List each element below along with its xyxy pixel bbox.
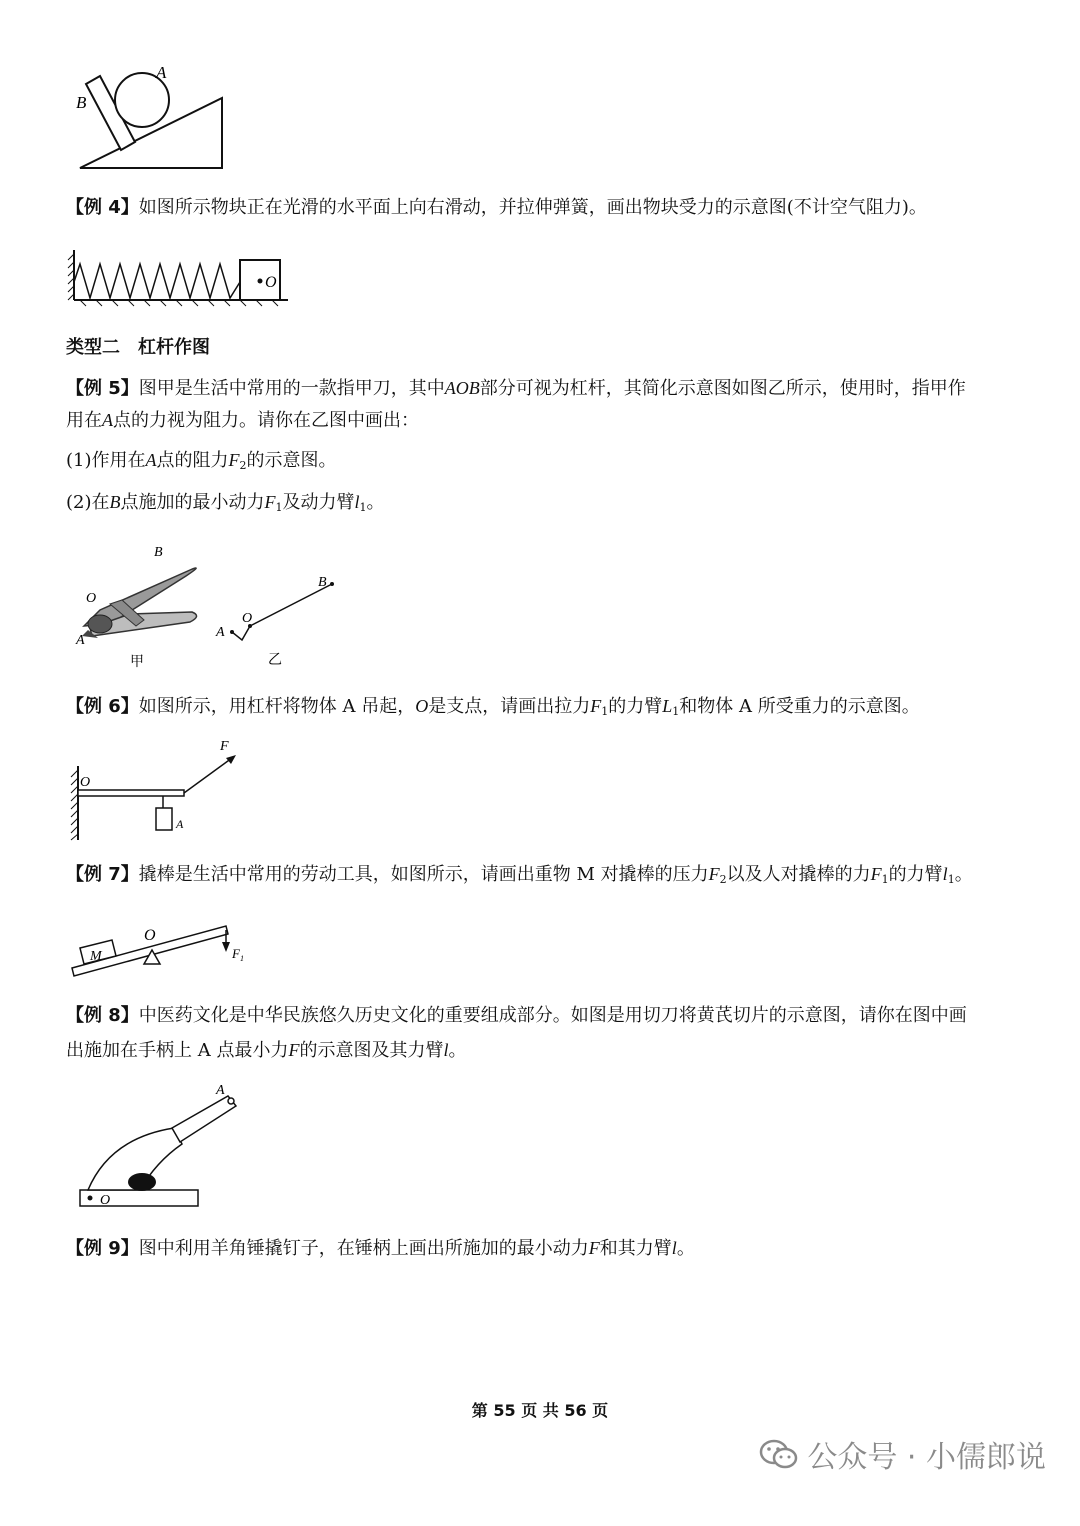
example-4-text: 如图所示物块正在光滑的水平面上向右滑动，并拉伸弹簧，画出物块受力的示意图(不计空气阻力)。 [138,197,927,218]
example-7-label: 例 7 [84,864,121,885]
figure-cutting-knife [70,1082,250,1212]
label-M: M [90,949,102,964]
figure-nail-clipper [70,540,370,670]
figure-ball-incline [70,60,240,180]
example-5-label: 例 5 [84,378,121,399]
clipper-photo [82,568,197,638]
wechat-icon [759,1438,799,1470]
example-8-label: 例 8 [84,1005,121,1026]
figure-spring-block [66,248,296,308]
figure-crowbar [66,912,266,982]
example-4-label: 例 4 [84,197,121,218]
example-5-question-1: (1)作用在A点的阻力$F_2$的示意图。 [66,450,337,472]
label-B: B [76,93,87,112]
label-O: O [100,1193,111,1208]
example-6: 【例 6】如图所示，用杠杆将物体 A 吊起，O是支点，请画出拉力$F_1$的力臂$L_1$和物体 A 所受重力的示意图。 [66,696,920,718]
label-O-photo: O [86,591,97,606]
knife-handle [172,1096,236,1142]
example-4: 【例 4】如图所示物块正在光滑的水平面上向右滑动，并拉伸弹簧，画出物块受力的示意图(不计空气阻力)。 [66,197,927,218]
label-O: O [265,274,277,291]
example-9-label: 例 9 [84,1238,121,1259]
example-8-line-2: 出施加在手柄上 A 点最小力F的示意图及其力臂l。 [66,1040,467,1061]
label-A: A [176,817,184,831]
label-B-photo: B [154,545,163,560]
label-O-diagram: O [242,611,253,626]
label-B-diagram: B [318,575,327,590]
figure-lever-wall [66,736,256,846]
knife-base [80,1190,198,1206]
example-5-line-2: 用在A点的力视为阻力。请你在乙图中画出： [66,410,419,431]
label-A-photo: A [76,633,85,648]
example-8-line-1: 【例 8】中医药文化是中华民族悠久历史文化的重要组成部分。如图是用切刀将黄芪切片的示意图，请你在图中画 [66,1005,967,1026]
force-F1-arrow [222,942,230,952]
label-A-diagram: A [216,625,225,640]
label-F: F [220,739,229,754]
example-7: 【例 7】撬棒是生活中常用的劳动工具，如图所示，请画出重物 M 对撬棒的压力$F_2$以及人对撬棒的力$F_1$的力臂$l_1$。 [66,864,973,886]
label-yi: 乙 [268,653,282,668]
weight-A [156,808,172,830]
section-title: 类型二 杠杆作图 [66,337,210,358]
watermark-text: 公众号 · 小儒郎说 [807,1440,1046,1475]
label-jia: 甲 [130,655,144,670]
force-arrow [226,755,236,764]
example-6-label: 例 6 [84,696,121,717]
label-A: A [216,1083,225,1098]
herb-slice [128,1173,156,1191]
spring [74,264,240,298]
watermark [759,1432,1046,1476]
lever-bar [78,790,184,796]
label-A: A [156,63,167,82]
label-F1: $F_1$ [232,946,244,963]
label-O: O [80,775,91,790]
page-number: 第 55 页 共 56 页 [471,1401,609,1420]
label-O: O [144,927,156,944]
example-9: 【例 9】图中利用羊角锤撬钉子，在锤柄上画出所施加的最小动力F和其力臂l。 [66,1238,695,1259]
example-5-question-2: (2)在B点施加的最小动力$F_1$及动力臂$l_1$。 [66,492,385,514]
example-5-line-1: 【例 5】图甲是生活中常用的一款指甲刀，其中AOB部分可视为杠杆，其简化示意图如图乙所示，使用时，指甲作 [66,378,966,399]
